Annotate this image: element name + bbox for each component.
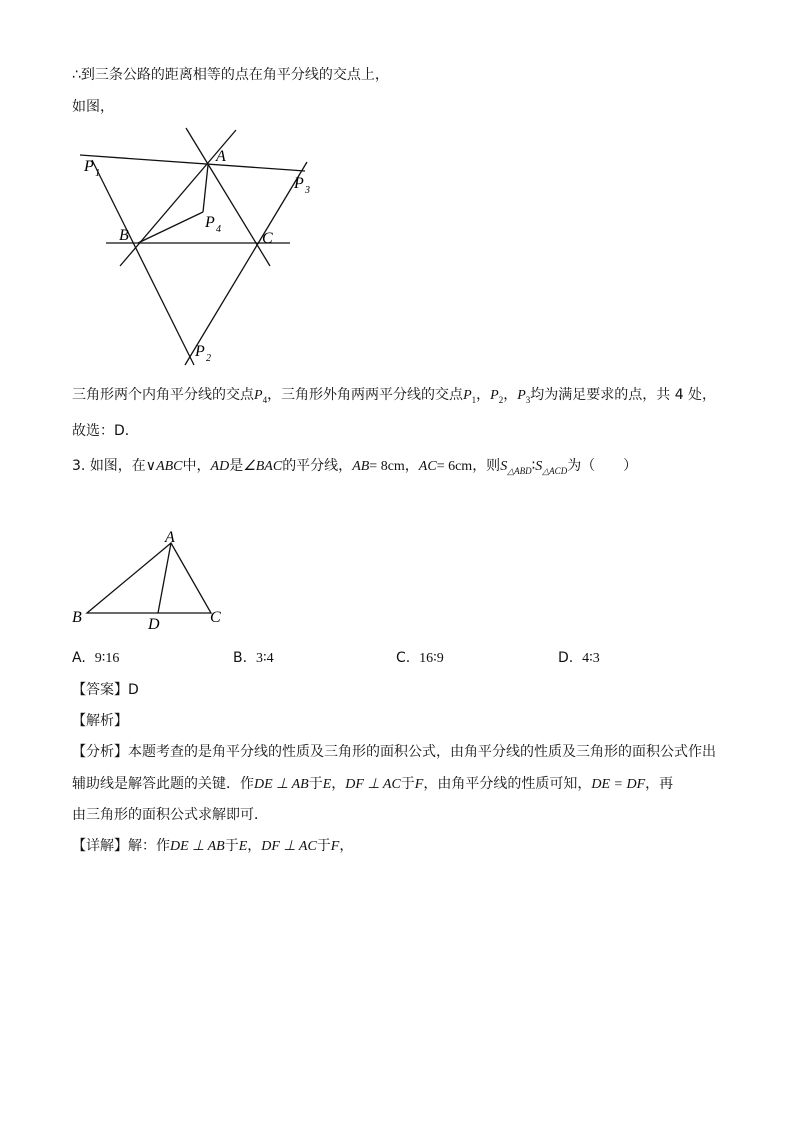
label-p4-sub: 4 [216, 224, 221, 235]
detail-line-1: 【详解】解：作DE ⊥ AB于E，DF ⊥ AC于F， [72, 838, 354, 854]
solution-text-line-1: ∴到三条公路的距离相等的点在角平分线的交点上， [72, 67, 389, 83]
triangle-abc [87, 543, 211, 613]
label-a: A [216, 148, 226, 165]
label-p1: P [84, 158, 94, 175]
label-b: B [119, 227, 129, 244]
label-c: C [262, 230, 273, 247]
solution-text-line-2: 如图， [72, 99, 114, 115]
solution-text-line-4: 故选：D． [72, 423, 139, 439]
label-b: B [72, 609, 82, 626]
label-p1-sub: 1 [95, 168, 100, 179]
analysis-line-2: 辅助线是解答此题的关键．作DE ⊥ AB于E，DF ⊥ AC于F，由角平分线的性质可知，DE = DF，再 [72, 776, 674, 792]
figure-triangle-abc [0, 520, 300, 635]
label-c: C [210, 609, 221, 626]
line-p1-p2 [92, 160, 194, 365]
option-c[interactable]: C. 16∶9 [396, 650, 444, 666]
line-p1-p3 [80, 155, 305, 171]
option-b[interactable]: B. 3∶4 [233, 650, 274, 666]
label-p2-sub: 2 [206, 353, 211, 364]
segment-ad [158, 543, 171, 613]
label-p2: P [195, 343, 205, 360]
option-a[interactable]: A. 9∶16 [72, 650, 120, 666]
analysis-line-3: 由三角形的面积公式求解即可． [72, 807, 268, 823]
question-3-stem: 3. 如图，在∨ABC中，AD是∠BAC的平分线，AB= 8cm，AC= 6cm，则$S_{\triangle ABD}∶S_{\triangle ACD}$为（ ） [72, 458, 638, 476]
analysis-line-1: 【分析】本题考查的是角平分线的性质及三角形的面积公式，由角平分线的性质及三角形的面积公式作出 [72, 744, 716, 760]
figure-bisectors [0, 0, 794, 380]
line-through-a-c [186, 128, 270, 266]
segment-b-p4 [138, 212, 203, 243]
label-a: A [165, 529, 175, 546]
label-p4: P [205, 214, 215, 231]
option-d[interactable]: D. 4∶3 [558, 650, 600, 666]
line-p3-p2 [185, 162, 307, 365]
label-d: D [148, 616, 160, 633]
analysis-label: 【解析】 [72, 713, 128, 729]
label-p3: P [294, 175, 304, 192]
solution-text-line-3: 三角形两个内角平分线的交点$P_4$，三角形外角两两平分线的交点$P_1$，$P_2$，$P_3$均为满足要求的点，共 4 处， [72, 387, 717, 405]
answer-line: 【答案】D [72, 682, 139, 698]
label-p3-sub: 3 [305, 185, 310, 196]
segment-a-p4 [203, 165, 208, 212]
